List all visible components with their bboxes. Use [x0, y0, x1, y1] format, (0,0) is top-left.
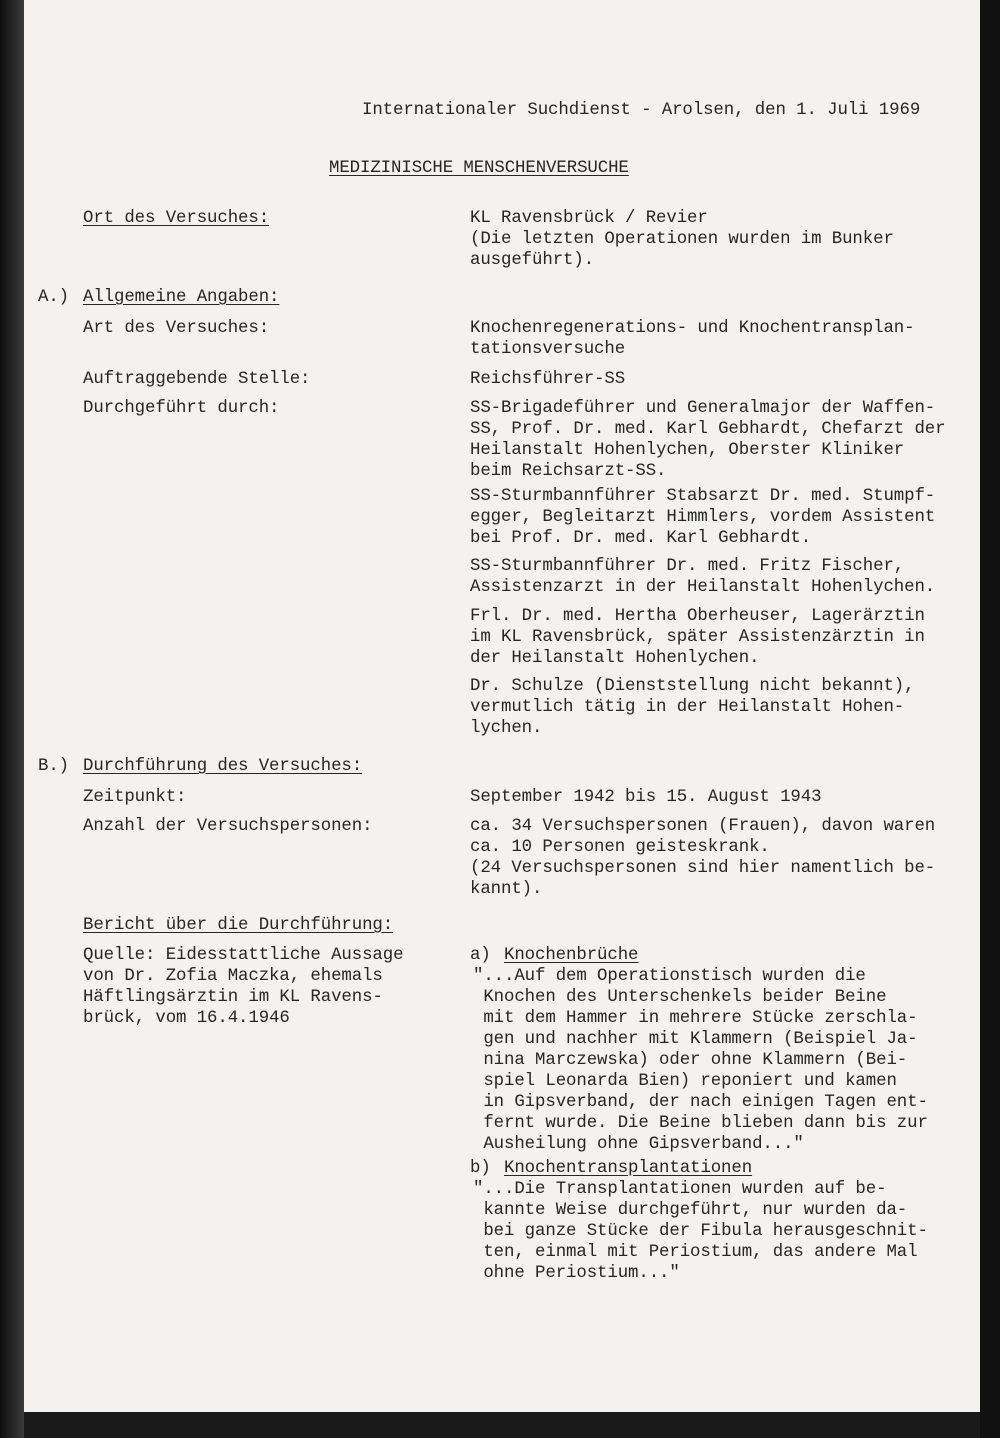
ort-label: Ort des Versuches:	[83, 209, 270, 228]
item-b-marker: b)	[470, 1159, 491, 1178]
art-label: Art des Versuches:	[83, 319, 270, 338]
section-a-heading: Allgemeine Angaben:	[83, 288, 280, 307]
bericht-source: Quelle: Eidesstattliche Aussage von Dr. Zofia Maczka, ehemals Häftlingsärztin im KL Ravens- brück, vom 16.4.1946	[83, 946, 404, 1028]
person-entry: SS-Sturmbannführer Stabsarzt Dr. med. Stumpf- egger, Begleitarzt Himmlers, vordem Assistent bei Prof. Dr. med. Karl Gebhardt.	[470, 487, 936, 548]
person-entry: Frl. Dr. med. Hertha Oberheuser, Lagerärztin im KL Ravensbrück, später Assistenzärztin in der Heilanstalt Hohenlychen.	[470, 607, 925, 668]
document-header: Internationaler Suchdienst - Arolsen, den 1. Juli 1969	[362, 101, 921, 120]
section-a-marker: A.)	[38, 288, 70, 307]
item-b-quote: "...Die Transplantationen wurden auf be- kannte Weise durchgeführt, nur wurden da- bei ganze Stücke der Fibula herausgeschnit- ten, einmal mit Periostium, das andere Mal ohne Periostium..."	[473, 1180, 928, 1283]
ort-value: KL Ravensbrück / Revier (Die letzten Operationen wurden im Bunker ausgeführt).	[470, 209, 894, 270]
item-a-quote: "...Auf dem Operationstisch wurden die Knochen des Unterschenkels beider Beine mit dem Hammer in mehrere Stücke zerschla- gen und nachher mit Klammern (Beispiel Ja- nina Marczewska) oder ohne Klammern (Bei- spiel Leonarda Bien) reponiert und kamen in Gipsverband, der nach einigen Tagen ent- fernt wurde. Die Beine blieben dann bis zur Ausheilung ohne Gipsverband..."	[473, 967, 928, 1154]
section-b-heading: Durchführung des Versuches:	[83, 757, 363, 776]
person-entry: Dr. Schulze (Dienststellung nicht bekannt), vermutlich tätig in der Heilanstalt Hohen- lychen.	[470, 677, 915, 738]
item-b-title: Knochentransplantationen	[504, 1159, 753, 1178]
item-a-marker: a)	[470, 946, 491, 965]
zeitpunkt-label: Zeitpunkt:	[83, 788, 187, 807]
person-entry: SS-Sturmbannführer Dr. med. Fritz Fischer, Assistenzarzt in der Heilanstalt Hohenlychen.	[470, 557, 936, 597]
auftrag-value: Reichsführer-SS	[470, 370, 626, 389]
anzahl-value: ca. 34 Versuchspersonen (Frauen), davon waren ca. 10 Personen geisteskrank. (24 Versuchspersonen sind hier namentlich be- kannt).	[470, 817, 936, 899]
art-value: Knochenregenerations- und Knochentransplan- tationsversuche	[470, 319, 915, 359]
scan-background-edge	[980, 0, 1000, 1438]
zeitpunkt-value: September 1942 bis 15. August 1943	[470, 788, 822, 807]
bericht-heading: Bericht über die Durchführung:	[83, 916, 394, 935]
person-entry: SS-Brigadeführer und Generalmajor der Waffen- SS, Prof. Dr. med. Karl Gebhardt, Chefarzt der Heilanstalt Hohenlychen, Oberster Kliniker beim Reichsarzt-SS.	[470, 399, 946, 481]
auftrag-label: Auftraggebende Stelle:	[83, 370, 311, 389]
section-b-marker: B.)	[38, 757, 70, 776]
item-a-title: Knochenbrüche	[504, 946, 639, 965]
anzahl-label: Anzahl der Versuchspersonen:	[83, 817, 373, 836]
page-binding-edge	[0, 0, 24, 1438]
document-title: MEDIZINISCHE MENSCHENVERSUCHE	[329, 159, 629, 178]
durchgefuehrt-label: Durchgeführt durch:	[83, 399, 280, 418]
